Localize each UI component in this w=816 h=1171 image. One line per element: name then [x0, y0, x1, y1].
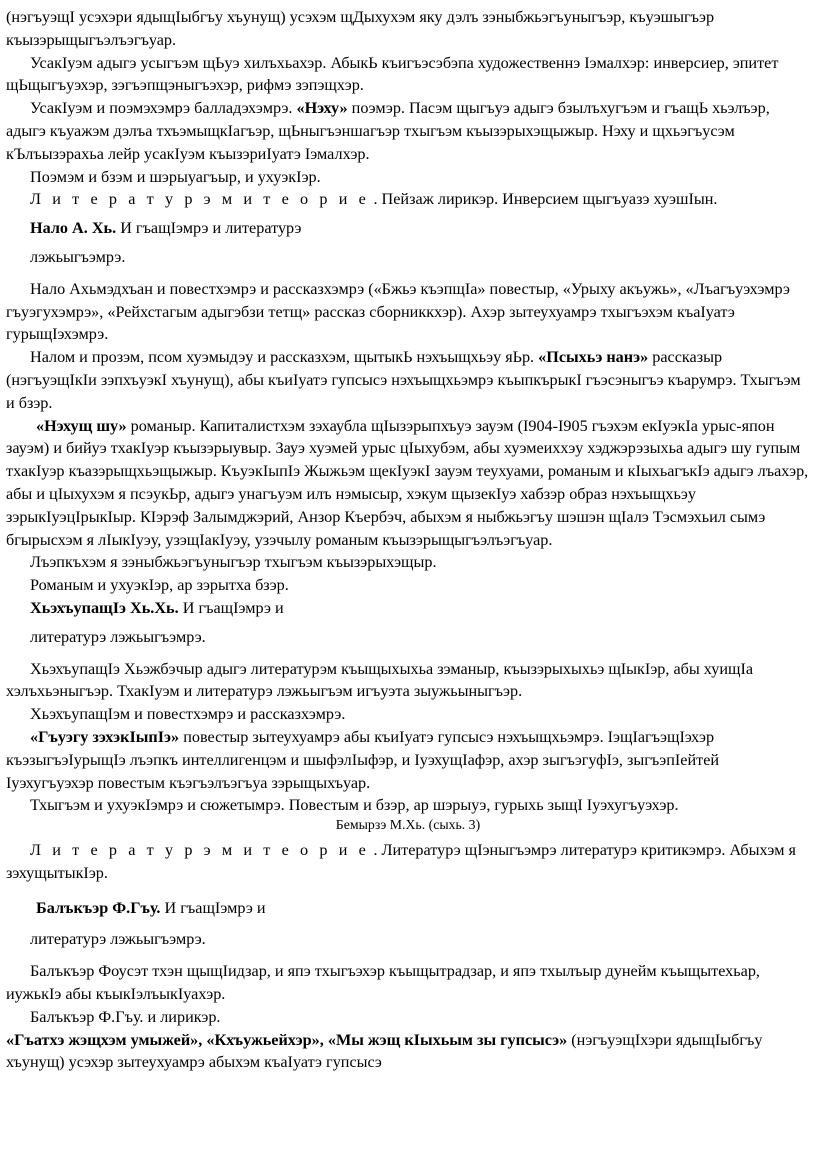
title-nekhu: «Нэху» — [296, 99, 348, 118]
paragraph-poem-language: Поэмэм и бзэм и шэрыуагъыр, и ухуэкІэр. — [30, 167, 321, 186]
author-name-khekhupashche: ХьэхъупащІэ Хь.Хь. — [30, 598, 179, 617]
section-subheading-khekhupashche: литературэ лэжьыгъэмрэ. — [30, 627, 206, 646]
section-heading-nalo — [6, 217, 810, 240]
paragraph-balkyer-lyrics: Балъкъэр Ф.Гъу. и лирикэр. — [30, 1007, 221, 1026]
text-nekhushch-shu-desc: романыр. Капиталистхэм зэхаубла щІызэрыпхъуэ зауэм (І904-І905 гъэхэм екІуэкІа урыс-япон зауэм) и бийуэ тхакІуэр къызэрыувыр. Зауэ хуэмей урыс цІыхубэм, абы хуэмеиххэу хэджэрэзыхьа адыгэ шу гупым тхакІуэр къазэрыщхьэщыжыр. КъуэкІыпІэ Жыжьэм щекІуэкІ зауэм теухуами, романым и кІыхьагъкІэ адыгэ лъахэр, абы и цІыхухэм я псэукЬр, адыгэ унагъуэм илъ нэмысыр, хэкум щызекІуэ хабзэр образ нэхъыщхьэу зэрыкІуэцІрыкІыр. КІэрэф Залымджэрий, Анзор Къербэч, абыхэм я ныбжьэгъу шэшэн щІалэ Тэсмэхьил сымэ бгырысхэм я лІыкІуэу, узэщІакІуэу, узэчылу романым къызэрыщыгъэлъэгъуар. — [6, 416, 809, 549]
paragraph-khekhupashche-intro: ХьэхъупащІэ Хьэжбэчыр адыгэ литературэм къыщыхыхьа зэманыр, къызэрыхыхьэ щІыкІэр, абы хуищІа хэлъхьэныгъэр. ТхакІуэм и литературэ лэжьыгъэм игъуэта зыужьыныгъэр. — [6, 659, 754, 701]
paragraph-nekhushch-shu — [6, 415, 810, 552]
paragraph-nalo-works: Нало Ахьмэдхъан и повестхэмрэ и рассказхэмрэ («Бжьэ къэпщІа» повестыр, «Урыху акъужь», «Лъагъуэхэмрэ гъуэгухэмрэ», «Рейхстагым адыгэбзи тетщ» рассказ сборниккхэр). Ахэр зытеухуамрэ тхыгъэхэм къаІуатэ гурыщІэхэмрэ. — [6, 279, 790, 344]
section-subheading-balkyer: литературэ лэжьыгъэмрэ. — [30, 930, 206, 949]
paragraph-intro-continuation: (нэгъуэщІ усэхэри ядыщІыбгъу хъунущ) усэхэм щДыхухэм яку дэлъ зэныбжьэгъуныгъэр, къуэшыгъэр къызэрыщыгъэлъэгъуар. — [6, 8, 715, 49]
paragraph-novel-structure: Романым и ухуэкІэр, ар зэрытха бзэр. — [30, 576, 289, 595]
paragraph-poems-ballads — [6, 97, 810, 165]
paragraph-literary-theory-1 — [6, 188, 810, 211]
label-literary-theory-2: Л и т е р а т у р э м и т е о р и е — [30, 841, 370, 860]
paragraph-balkyer-poems — [6, 1029, 810, 1075]
paragraph-friendship: Лъэпкъхэм я зэныбжьэгъуныгъэр тхыгъэм къызэрыхэщыр. — [30, 553, 437, 572]
paragraph-poetic-devices: УсакІуэм адыгэ усыгъэм щЬуэ хилъхьахэр. АбыкЬ къигъэсэбэпа художественнэ Іэмалхэр: инверсиер, эпитет щЬщыгъуэхэр, зэгъэпщэныгъэхэр, рифмэ зэпэщхэр. — [6, 53, 779, 95]
titles-balkyer-poems: «Гъатхэ жэщхэм умыжей», «Кхъужьейхэр», «Мы жэщ кІыхьым зы гупсысэ» — [6, 1030, 568, 1049]
section-heading-balkyer — [6, 897, 810, 920]
title-psykhe-nane: «Псыхьэ нанэ» — [538, 348, 649, 367]
section-subheading-nalo: лэжьыгъэмрэ. — [30, 247, 126, 266]
text-nekhu-desc: поэмэр. Пасэм щыгъуэ адыгэ бзылъхугъэм и гъащЬ хьэлъэр, адыгэ къуажэм дэлъа тхъэмыщкІагъэр, щЬныгъэншагъэр тхыгъэм къызэрыхэщыжыр. Нэху и щхьэгъусэм кЪлъызэрахьа лейр усакІуэм къызэриІуатэ Іэмалхэр. — [6, 99, 770, 163]
text-poems-intro: УсакІуэм и поэмэхэмрэ балладэхэмрэ. — [30, 99, 297, 118]
text-balkyer-poems-desc: (нэгъуэщІхэри ядыщІыбгъу хъунущ) усэхэр зытеухуамрэ абыхэм къаІуатэ гупсысэ — [6, 1030, 763, 1072]
text-literary-theory-1: . Пейзаж лирикэр. Инверсием щыгъуазэ хуэшІын. — [369, 190, 718, 209]
text-gueugu-zekhekipe-desc: повестыр зытеухуамрэ абы къиІуатэ гупсысэ нэхъыщхьэмрэ. ІэщІагъэщІэхэр къэзыгъэІурыщІэ лъэпкъ интеллигенцэм и шыфэлІыфэр, и ІуэхущІафэр, ахэр зыгъэгуфІэ, зыгъэпІейтей Іуэхугъуэхэр повестым къэгъэлъэгъуа зэрыщыхъуар. — [6, 727, 720, 792]
label-literary-theory: Л и т е р а т у р э м и т е о р и е — [30, 190, 370, 209]
paragraph-literary-theory-2 — [6, 839, 810, 885]
text-literary-theory-2: . Литературэ щІэныгъэмрэ литературэ критикэмрэ. Абыхэм я зэхущытыкІэр. — [6, 841, 796, 882]
paragraph-story-structure: Тхыгъэм и ухуэкІэмрэ и сюжетымрэ. Повестым и бзэр, ар шэрыуэ, гурыхь зыщІ Іуэхугъуэхэр. — [30, 796, 679, 815]
title-nekhushch-shu: «Нэхущ шу» — [36, 416, 127, 435]
paragraph-nalo-prose — [6, 346, 810, 414]
note-author-hours: Бемырзэ М.Хь. (сыхь. 3) — [335, 817, 481, 833]
text-psykhe-nane-desc: рассказыр (нэгъуэщІкІи зэпхъуэкІ хъунущ), абы къиІуатэ гупсысэ нэхъыщхьэмрэ къыпкърыкІ гъэсэныгъэ къарумрэ. Тхыгъэм и бзэр. — [6, 348, 801, 412]
paragraph-gueugu-zekhekipe — [6, 726, 810, 794]
title-gueugu-zekhekipe: «Гъуэгу зэхэкІыпІэ» — [30, 727, 180, 746]
paragraph-khekhupashche-works: ХьэхъупащІэм и повестхэмрэ и рассказхэмрэ. — [30, 705, 346, 724]
heading-rest-nalo: И гъащІэмрэ и литературэ — [116, 219, 302, 238]
heading-rest-khekhupashche: И гъащІэмрэ и — [178, 598, 284, 617]
section-heading-khekhupashche — [6, 597, 810, 620]
heading-rest-balkyer: И гъащІэмрэ и — [160, 898, 266, 917]
author-name-balkyer: Балъкъэр Ф.Гъу. — [36, 898, 161, 917]
text-nalo-prose: Налом и прозэм, псом хуэмыдэу и рассказхэм, щытыкЬ нэхъыщхьэу яЬр. — [30, 348, 539, 367]
author-name-nalo: Нало А. Хь. — [30, 219, 117, 238]
paragraph-balkyer-intro: Балъкъэр Фоусэт тхэн щыщІидзар, и япэ тхыгъэхэр къыщытрадзар, и япэ тхылъыр дунейм къыщытехьар, иужькІэ абы къыкІэлъыкІуахэр. — [6, 962, 760, 1004]
